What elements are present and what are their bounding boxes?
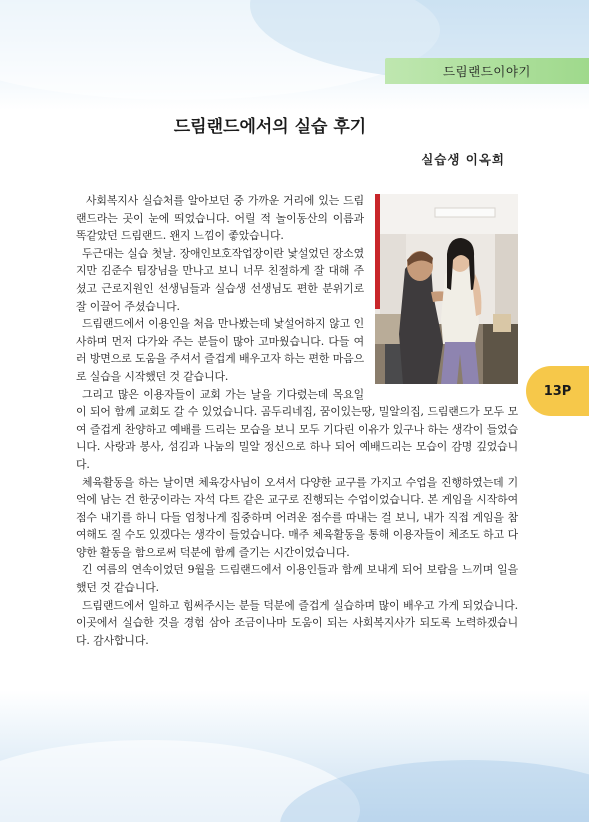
article-paragraph: 드림랜드에서 일하고 힘써주시는 분들 덕분에 즐겁게 실습하며 많이 배우고 가게 되었습니다. 이곳에서 실습한 것을 경험 삼아 조금이나마 도움이 되는 사회복지사가 되도록 노력하겠습니다. 감사합니다. (76, 598, 518, 647)
article-paragraph: 체육활동을 하는 날이면 체육강사님이 오셔서 다양한 교구를 가지고 수업을 진행하였는데 기억에 남는 건 한궁이라는 자석 다트 같은 교구로 진행되는 수업이었습니다. 본 게임을 시작하여 점수 내기를 하니 다들 엄청나게 집중하며 어려운 점수를 따내는 걸 보니, 내가 직접 게임을 참여해도 질 수도 있겠다는 생각이 들었습니다. 매주 체육활동을 통해 이용자들이 체조도 하고 다양한 활동을 함으로써 덕분에 함께 즐기는 시간이었습니다. (76, 475, 518, 559)
article-paragraph: 긴 여름의 연속이었던 9월을 드림랜드에서 이용인들과 함께 보내게 되어 보람을 느끼며 일을 했던 것 같습니다. (76, 563, 518, 595)
article-paragraph: 드림랜드에서 이용인을 처음 만나봤는데 낯설어하지 않고 인사하며 먼저 다가와 주는 분들이 많아 고마웠습니다. 다들 여러 방면으로 도움을 주셔서 즐겁게 배우고자 하는 편한 마음으로 실습을 시작했던 것 같습니다. (76, 317, 364, 383)
section-tag: 드림랜드이야기 (385, 58, 589, 84)
article-paragraph: 두근대는 실습 첫날. 장애인보호작업장이란 낯설었던 장소였지만 김준수 팀장님을 만나고 보니 너무 친절하게 잘 대해 주셨고 근로지원인 선생님들과 실습생 선생님도 편한 분위기로 잘 이끌어 주셨습니다. (76, 246, 364, 313)
footer-wave-decoration (280, 760, 589, 822)
article-title: 드림랜드에서의 실습 후기 (173, 117, 367, 137)
page-number-tab: 13P (526, 366, 589, 416)
header-background (0, 0, 589, 110)
photo-spacer (370, 192, 518, 388)
article-paragraph: 그리고 많은 이용자들이 교회 가는 날을 기다렸는데 목요일이 되어 함께 교회도 갈 수 있었습니다. 곰두리네집, 꿈이있는땅, 밀알의집, 드림랜드가 모두 모여 즐겁게 찬양하고 예배를 드리는 모습을 보니 모두 기다린 이유가 있구나 하는 생각이 들었습니다. 사랑과 봉사, 섬김과 나눔의 밀알 정신으로 하나 되어 예배드리는 모습이 감명 깊었습니다. (76, 387, 518, 471)
article-paragraph: 사회복지사 실습처를 알아보던 중 가까운 거리에 있는 드림랜드라는 곳이 눈에 띄었습니다. 어릴 적 놀이동산의 이름과 똑같았던 드림랜드. 왠지 느낌이 좋았습니다. (76, 194, 364, 243)
footer-background (0, 690, 589, 822)
article-author: 실습생 이옥희 (421, 152, 505, 167)
article-body (76, 192, 518, 649)
